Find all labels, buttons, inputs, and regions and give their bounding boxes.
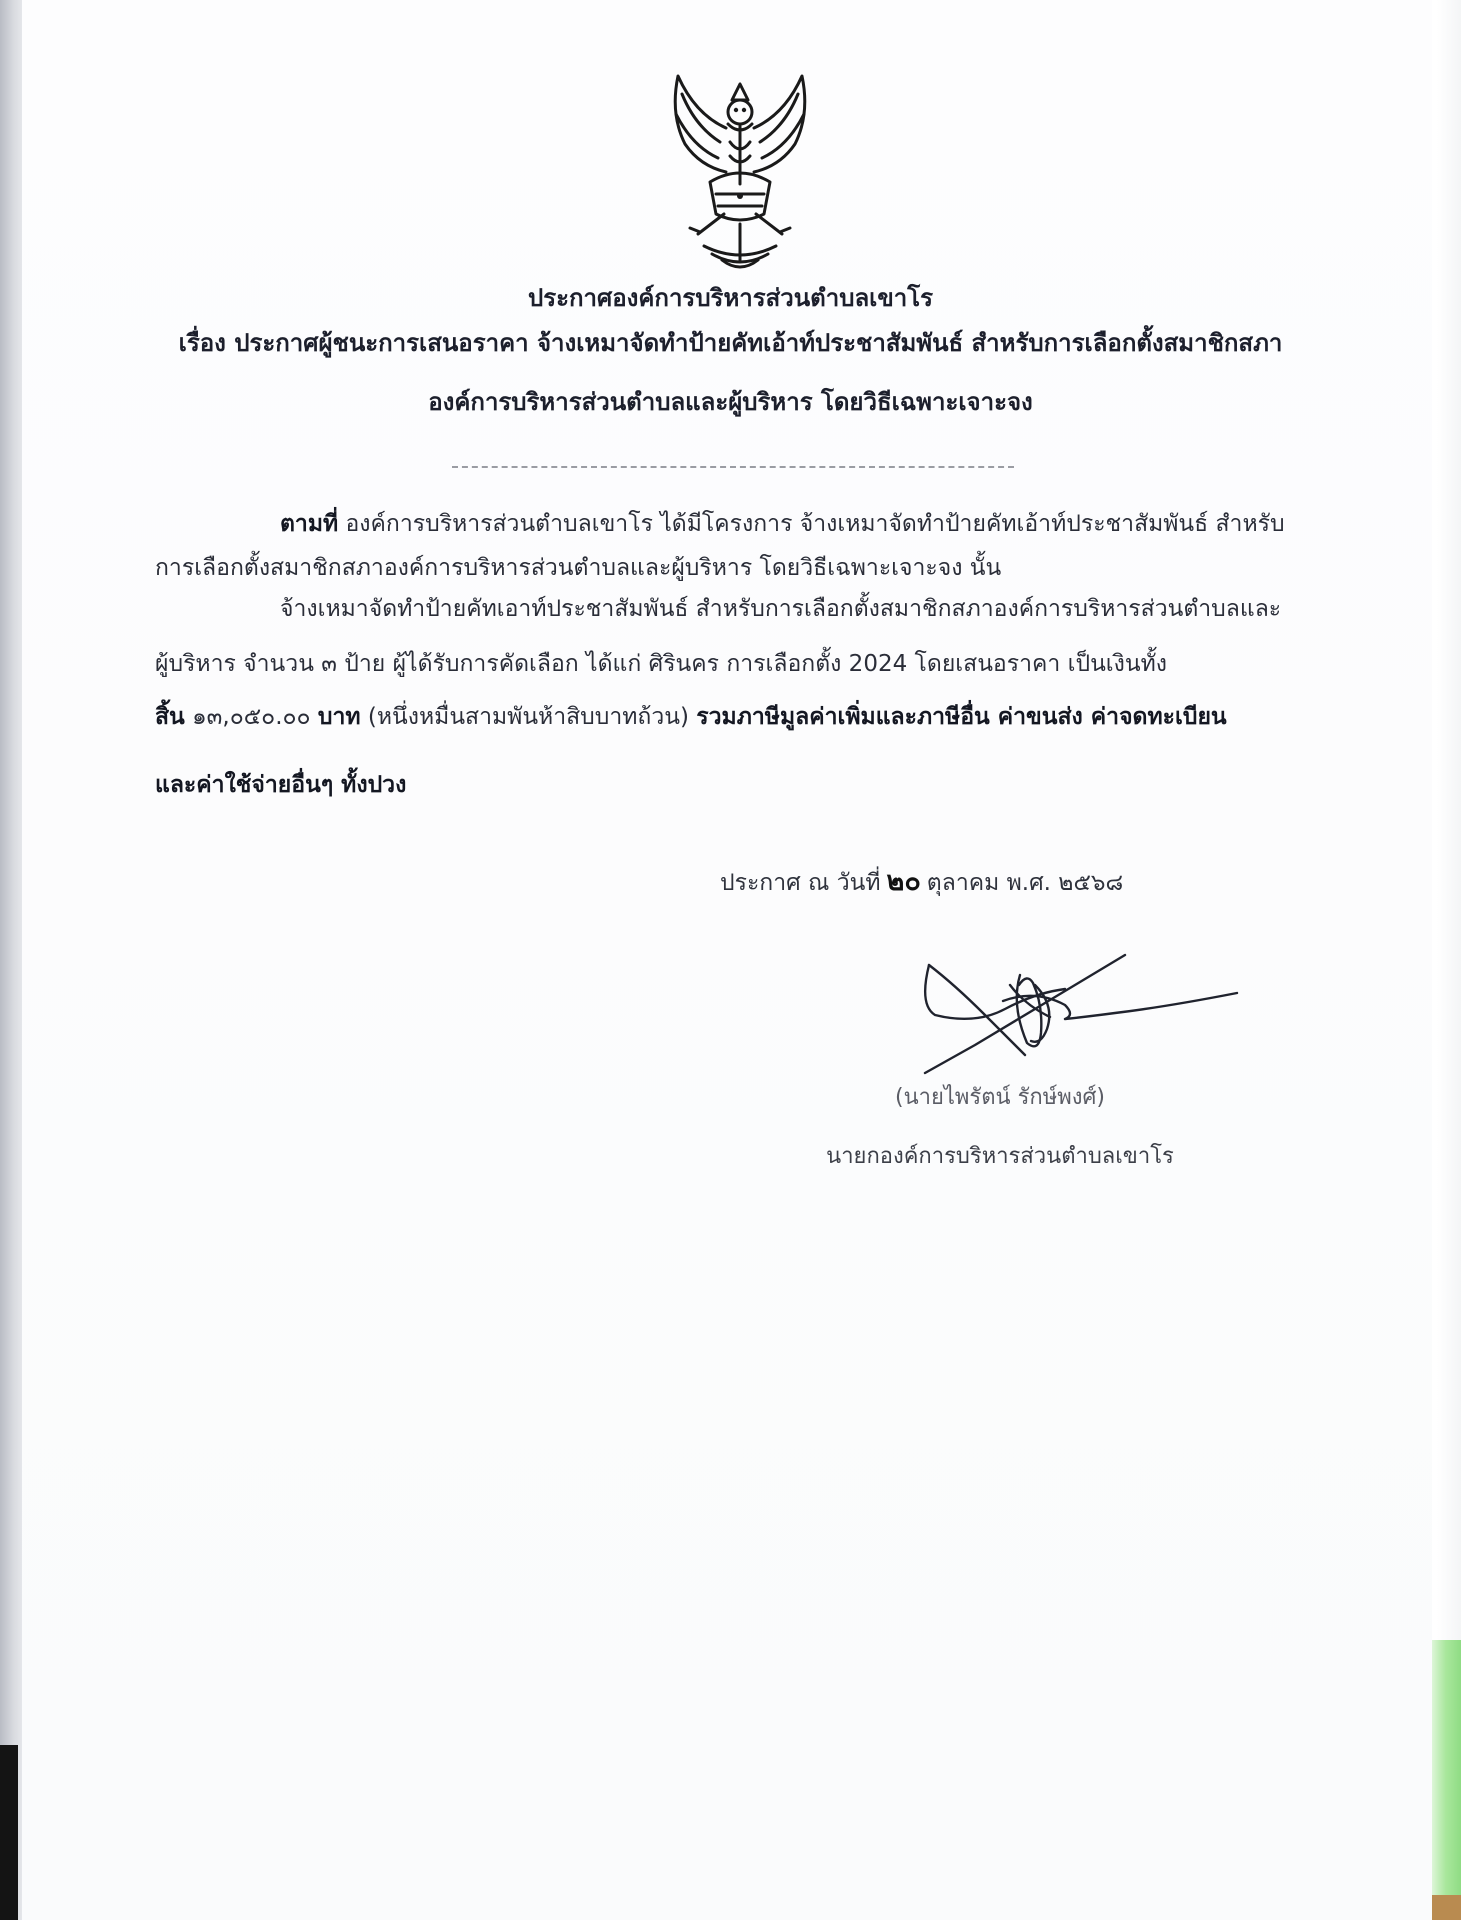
paragraph-2-currency: บาท	[317, 704, 361, 730]
signer-name: (นายไพรัตน์ รักษ์พงศ์)	[895, 1085, 1105, 1110]
signer-title: นายกองค์การบริหารส่วนตำบลเขาโร	[826, 1144, 1174, 1169]
subject-line-2: องค์การบริหารส่วนตำบลและผู้บริหาร โดยวิธีเฉพาะเจาะจง	[428, 388, 1033, 416]
dashed-divider	[452, 466, 1014, 468]
paragraph-2-line-1: จ้างเหมาจัดทำป้ายคัทเอาท์ประชาสัมพันธ์ สำหรับการเลือกตั้งสมาชิกสภาองค์การบริหารส่วนตำบลและ	[280, 596, 1282, 622]
paragraph-2-line-3	[155, 704, 1227, 732]
paragraph-1-rest: องค์การบริหารส่วนตำบลเขาโร ได้มีโครงการ จ้างเหมาจัดทำป้ายคัทเอ้าท์ประชาสัมพันธ์ สำหรับ	[338, 511, 1285, 537]
garuda-emblem-icon	[640, 64, 840, 274]
announcement-heading: ประกาศองค์การบริหารส่วนตำบลเขาโร	[527, 284, 934, 312]
paragraph-2-amount: ๑๓,๐๕๐.๐๐	[184, 704, 318, 730]
subject-line-1: เรื่อง ประกาศผู้ชนะการเสนอราคา จ้างเหมาจัดทำป้ายคัทเอ้าท์ประชาสัมพันธ์ สำหรับการเลือกตั้งสมาชิกสภา	[178, 329, 1283, 357]
paragraph-2-total-label: สิ้น	[155, 704, 185, 730]
announcement-date	[720, 866, 1123, 898]
signature-image	[915, 945, 1240, 1080]
paragraph-1-lead: ตามที่	[280, 511, 339, 537]
paragraph-2-amount-words: (หนึ่งหมื่นสามพันห้าสิบบาทถ้วน)	[360, 704, 697, 730]
paragraph-1-line-2: การเลือกตั้งสมาชิกสภาองค์การบริหารส่วนตำบลและผู้บริหาร โดยวิธีเฉพาะเจาะจง นั้น	[155, 555, 1002, 581]
date-prefix: ประกาศ ณ วันที่	[720, 870, 881, 896]
background-left-shadow	[0, 1745, 18, 1920]
date-month-year: ตุลาคม พ.ศ. ๒๕๖๘	[926, 870, 1124, 896]
paragraph-2-inclusions: รวมภาษีมูลค่าเพิ่มและภาษีอื่น ค่าขนส่ง ค่าจดทะเบียน	[696, 704, 1227, 730]
paragraph-2-line-4: และค่าใช้จ่ายอื่นๆ ทั้งปวง	[155, 772, 407, 798]
date-day: ๒๐	[886, 866, 921, 897]
paragraph-2-line-2: ผู้บริหาร จำนวน ๓ ป้าย ผู้ได้รับการคัดเลือก ได้แก่ ศิรินคร การเลือกตั้ง 2024 โดยเสนอราคา เป็นเงินทั้ง	[155, 651, 1167, 677]
paragraph-1-line-1	[280, 511, 1285, 539]
